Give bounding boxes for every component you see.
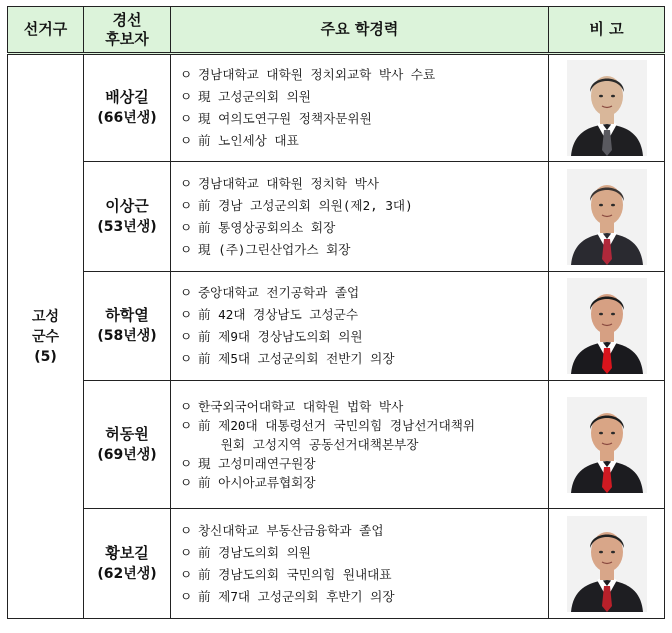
education-item <box>180 564 548 586</box>
candidate-photo <box>567 516 647 612</box>
candidate-name-cell <box>84 381 171 509</box>
education-text: 前 제7대 고성군의회 후반기 의장 <box>198 588 395 604</box>
bullet: ㅇ <box>180 241 193 257</box>
education-cell <box>171 162 549 272</box>
candidate-row <box>8 54 665 162</box>
education-item <box>180 239 548 261</box>
district-cell <box>8 54 84 619</box>
header-row <box>8 7 665 54</box>
bullet: ㅇ <box>180 351 193 366</box>
education-text: 現 고성미래연구원장 <box>198 456 316 471</box>
education-list <box>180 64 548 152</box>
header-district: 선거구 <box>8 7 84 54</box>
education-item <box>180 130 548 152</box>
candidate-birth: (53년생) <box>97 218 157 235</box>
candidate-photo <box>567 397 647 493</box>
bullet: ㅇ <box>180 456 193 471</box>
bullet: ㅇ <box>180 566 193 582</box>
education-cell <box>171 54 549 162</box>
bullet: ㅇ <box>180 67 193 82</box>
bullet: ㅇ <box>180 307 193 322</box>
candidate-name-cell <box>84 509 171 619</box>
bullet: ㅇ <box>180 522 193 538</box>
education-item <box>180 326 548 348</box>
photo-cell <box>549 272 665 381</box>
bullet: ㅇ <box>180 219 193 235</box>
district-line1: 고성 <box>31 308 60 325</box>
education-list <box>180 173 548 261</box>
candidate-photo <box>567 278 647 374</box>
photo-cell <box>549 509 665 619</box>
photo-cell <box>549 381 665 509</box>
education-text: 前 42대 경상남도 고성군수 <box>198 307 358 322</box>
education-item <box>180 416 548 435</box>
bullet: ㅇ <box>180 89 193 104</box>
header-candidate-line1: 경선 <box>112 10 142 29</box>
education-item <box>180 173 548 195</box>
candidate-name: 하학열 <box>105 306 149 324</box>
education-text: 現 여의도연구원 정책자문위원 <box>198 111 372 126</box>
education-text: 前 노인세상 대표 <box>198 133 299 148</box>
education-item <box>180 304 548 326</box>
candidate-name: 허동원 <box>105 424 149 443</box>
bullet: ㅇ <box>180 418 193 433</box>
header-education: 주요 학경력 <box>171 7 549 54</box>
candidate-name-cell <box>84 272 171 381</box>
education-item-continued <box>180 435 548 454</box>
candidate-row <box>8 272 665 381</box>
education-text: 現 고성군의회 의원 <box>198 89 311 104</box>
education-text: 前 경남도의회 의원 <box>198 544 311 560</box>
candidate-name: 이상근 <box>105 196 149 215</box>
education-list <box>180 282 548 370</box>
education-list <box>180 520 548 608</box>
education-item <box>180 282 548 304</box>
bullet: ㅇ <box>180 544 193 560</box>
education-item <box>180 195 548 217</box>
education-text: 前 제20대 대통령선거 국민의힘 경남선거대책위 <box>198 418 476 433</box>
education-text: 前 경남 고성군의회 의원(제2, 3대) <box>198 197 413 213</box>
education-item <box>180 520 548 542</box>
bullet: ㅇ <box>180 133 193 148</box>
header-candidate-line2: 후보자 <box>105 29 149 48</box>
header-candidate <box>84 7 171 54</box>
education-text: 창신대학교 부동산금융학과 졸업 <box>198 522 384 538</box>
candidate-photo <box>567 169 647 265</box>
education-item <box>180 348 548 370</box>
education-text: 現 (주)그린산업가스 회장 <box>198 241 351 257</box>
education-text: 원회 고성지역 공동선거대책본부장 <box>198 437 419 452</box>
bullet: ㅇ <box>180 475 193 490</box>
candidate-birth: (69년생) <box>97 446 157 463</box>
education-text: 前 통영상공회의소 회장 <box>198 219 336 235</box>
bullet: ㅇ <box>180 111 193 126</box>
candidate-birth: (62년생) <box>97 565 157 582</box>
education-item <box>180 108 548 130</box>
bullet: ㅇ <box>180 197 193 213</box>
candidate-name: 황보길 <box>105 543 149 562</box>
candidate-name: 배상길 <box>105 88 149 106</box>
header-remarks: 비 고 <box>549 7 665 54</box>
education-text: 한국외국어대학교 대학원 법학 박사 <box>198 399 404 414</box>
photo-cell <box>549 54 665 162</box>
education-text: 前 제5대 고성군의회 전반기 의장 <box>198 351 395 366</box>
education-item <box>180 586 548 608</box>
photo-cell <box>549 162 665 272</box>
education-cell <box>171 381 549 509</box>
candidate-table <box>7 6 665 619</box>
district-line2: 군수 <box>31 328 60 345</box>
education-item <box>180 397 548 416</box>
education-item <box>180 217 548 239</box>
education-text: 前 아시아교류협회장 <box>198 475 316 490</box>
education-text: 중앙대학교 전기공학과 졸업 <box>198 285 360 300</box>
bullet: ㅇ <box>180 588 193 604</box>
education-item <box>180 473 548 492</box>
education-list <box>180 397 548 492</box>
bullet: ㅇ <box>180 329 193 344</box>
district-line3: (5) <box>34 348 57 365</box>
education-item <box>180 454 548 473</box>
candidate-name-cell <box>84 162 171 272</box>
education-text: 경남대학교 대학원 정치학 박사 <box>198 175 379 191</box>
candidate-row <box>8 509 665 619</box>
education-text: 前 경남도의회 국민의힘 원내대표 <box>198 566 392 582</box>
education-item <box>180 86 548 108</box>
bullet: ㅇ <box>180 399 193 414</box>
education-text: 前 제9대 경상남도의회 의원 <box>198 329 363 344</box>
candidate-row <box>8 162 665 272</box>
education-text: 경남대학교 대학원 정치외교학 박사 수료 <box>198 67 436 82</box>
education-cell <box>171 509 549 619</box>
candidate-birth: (58년생) <box>97 328 157 344</box>
education-cell <box>171 272 549 381</box>
education-item <box>180 64 548 86</box>
candidate-birth: (66년생) <box>97 110 157 126</box>
bullet: ㅇ <box>180 285 193 300</box>
candidate-name-cell <box>84 54 171 162</box>
education-item <box>180 542 548 564</box>
candidate-photo <box>567 60 647 156</box>
bullet: ㅇ <box>180 175 193 191</box>
candidate-row <box>8 381 665 509</box>
